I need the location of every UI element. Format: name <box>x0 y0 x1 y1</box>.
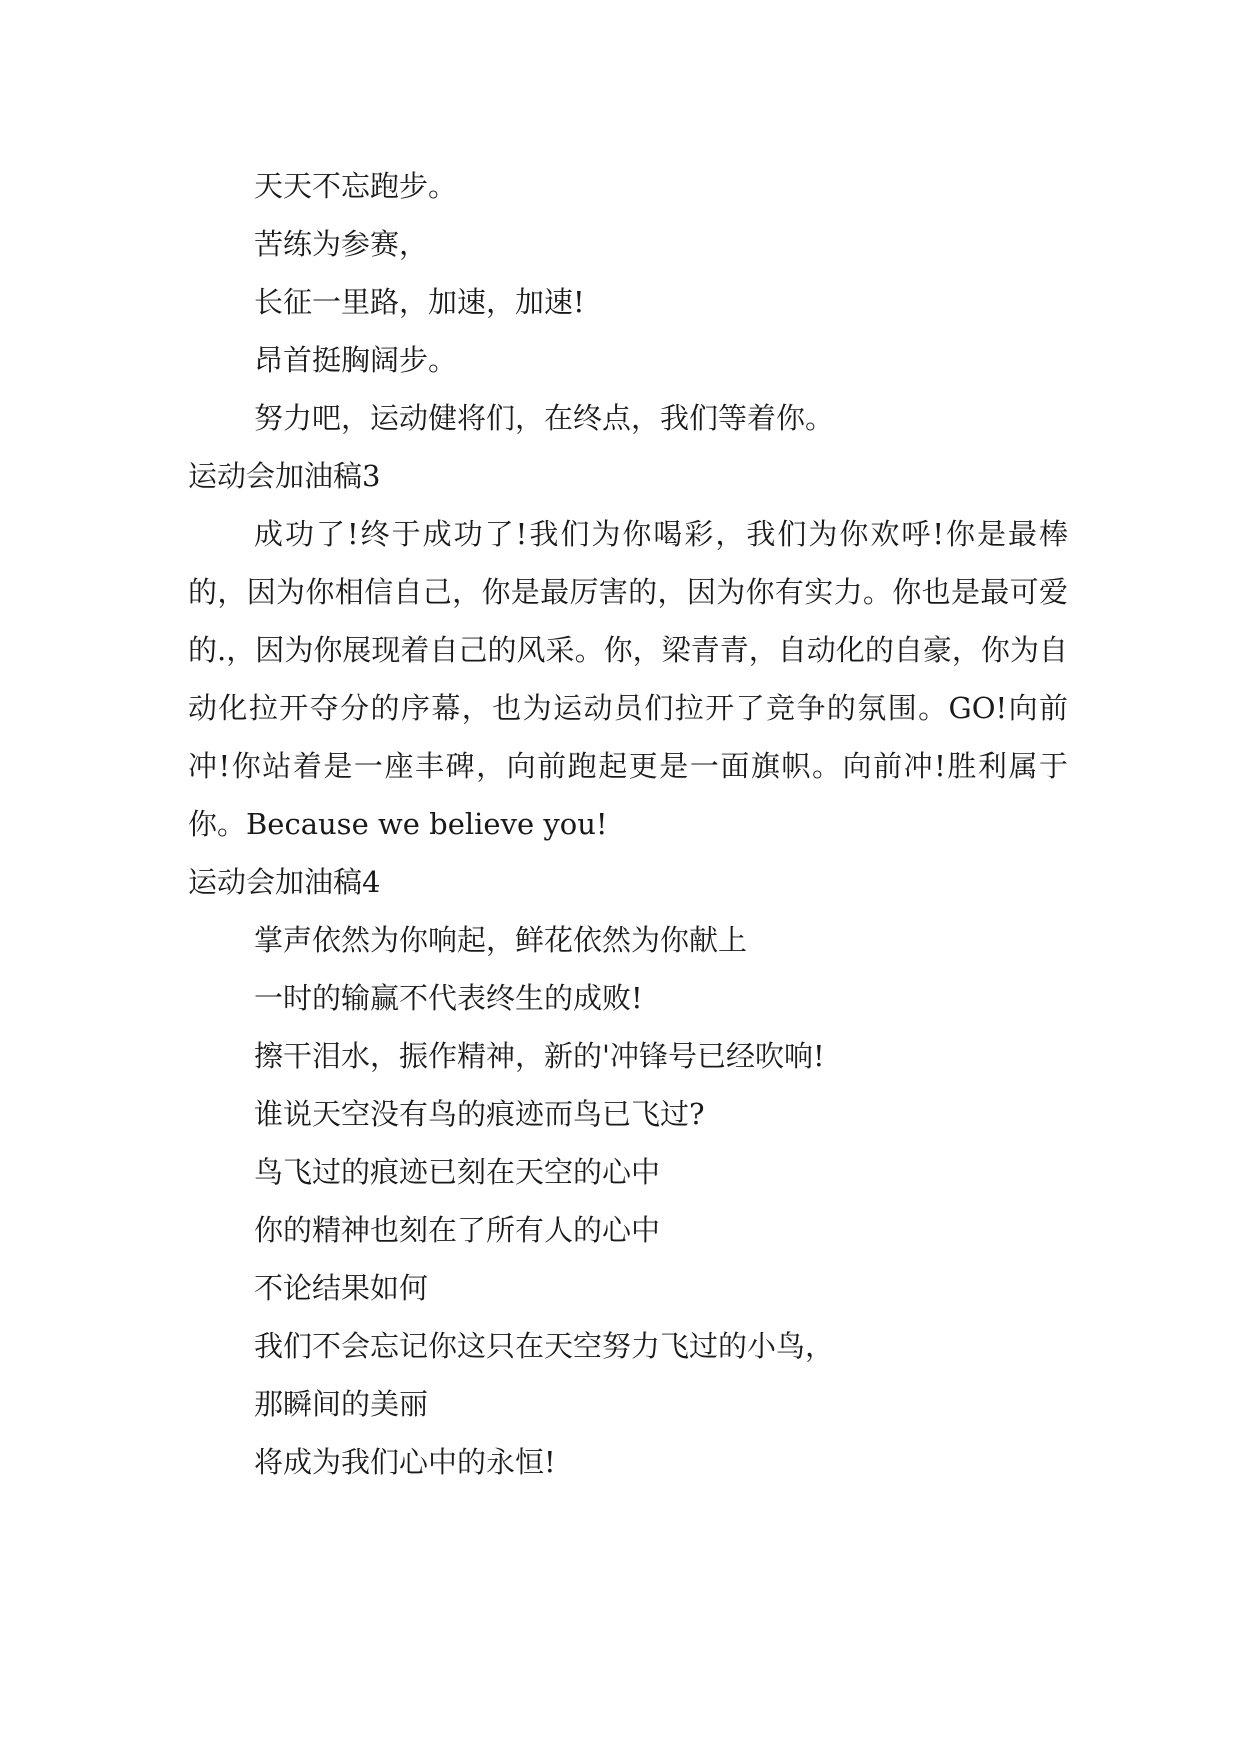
poem-section-4 <box>188 911 1068 1491</box>
poem-line: 努力吧，运动健将们，在终点，我们等着你。 <box>254 401 835 435</box>
poem-line: 昂首挺胸阔步。 <box>254 343 458 377</box>
poem-line: 谁说天空没有鸟的痕迹而鸟已飞过? <box>254 1097 705 1131</box>
poem-line: 苦练为参赛， <box>254 227 429 261</box>
poem-line: 不论结果如何 <box>254 1271 429 1305</box>
document-body <box>188 157 1068 1491</box>
poem-section-2-tail <box>188 157 1068 447</box>
poem-line: 天天不忘跑步。 <box>254 169 458 203</box>
poem-line: 一时的输赢不代表终生的成败! <box>254 981 643 1015</box>
poem-line: 将成为我们心中的永恒! <box>254 1445 556 1479</box>
poem-line: 长征一里路，加速，加速! <box>254 285 585 319</box>
poem-line: 掌声依然为你响起，鲜花依然为你献上 <box>254 923 748 957</box>
poem-line: 我们不会忘记你这只在天空努力飞过的小鸟， <box>254 1329 835 1363</box>
poem-line: 你的精神也刻在了所有人的心中 <box>254 1213 661 1247</box>
section-heading-4: 运动会加油稿4 <box>188 865 381 899</box>
section-3-paragraph: 成功了!终于成功了!我们为你喝彩，我们为你欢呼!你是最棒的，因为你相信自己，你是最厉害的，因为你有实力。你也是最可爱的.，因为你展现着自己的风采。你，梁青青，自动化的自豪，你为自动化拉开夺分的序幕，也为运动员们拉开了竞争的氛围。GO!向前冲!你站着是一座丰碑，向前跑起更是一面旗帜。向前冲!胜利属于你。Because we believe you! <box>188 517 1068 841</box>
section-heading-3: 运动会加油稿3 <box>188 459 381 493</box>
poem-line: 擦干泪水，振作精神，新的'冲锋号已经吹响! <box>254 1039 825 1073</box>
poem-line: 鸟飞过的痕迹已刻在天空的心中 <box>254 1155 661 1189</box>
poem-line: 那瞬间的美丽 <box>254 1387 429 1421</box>
